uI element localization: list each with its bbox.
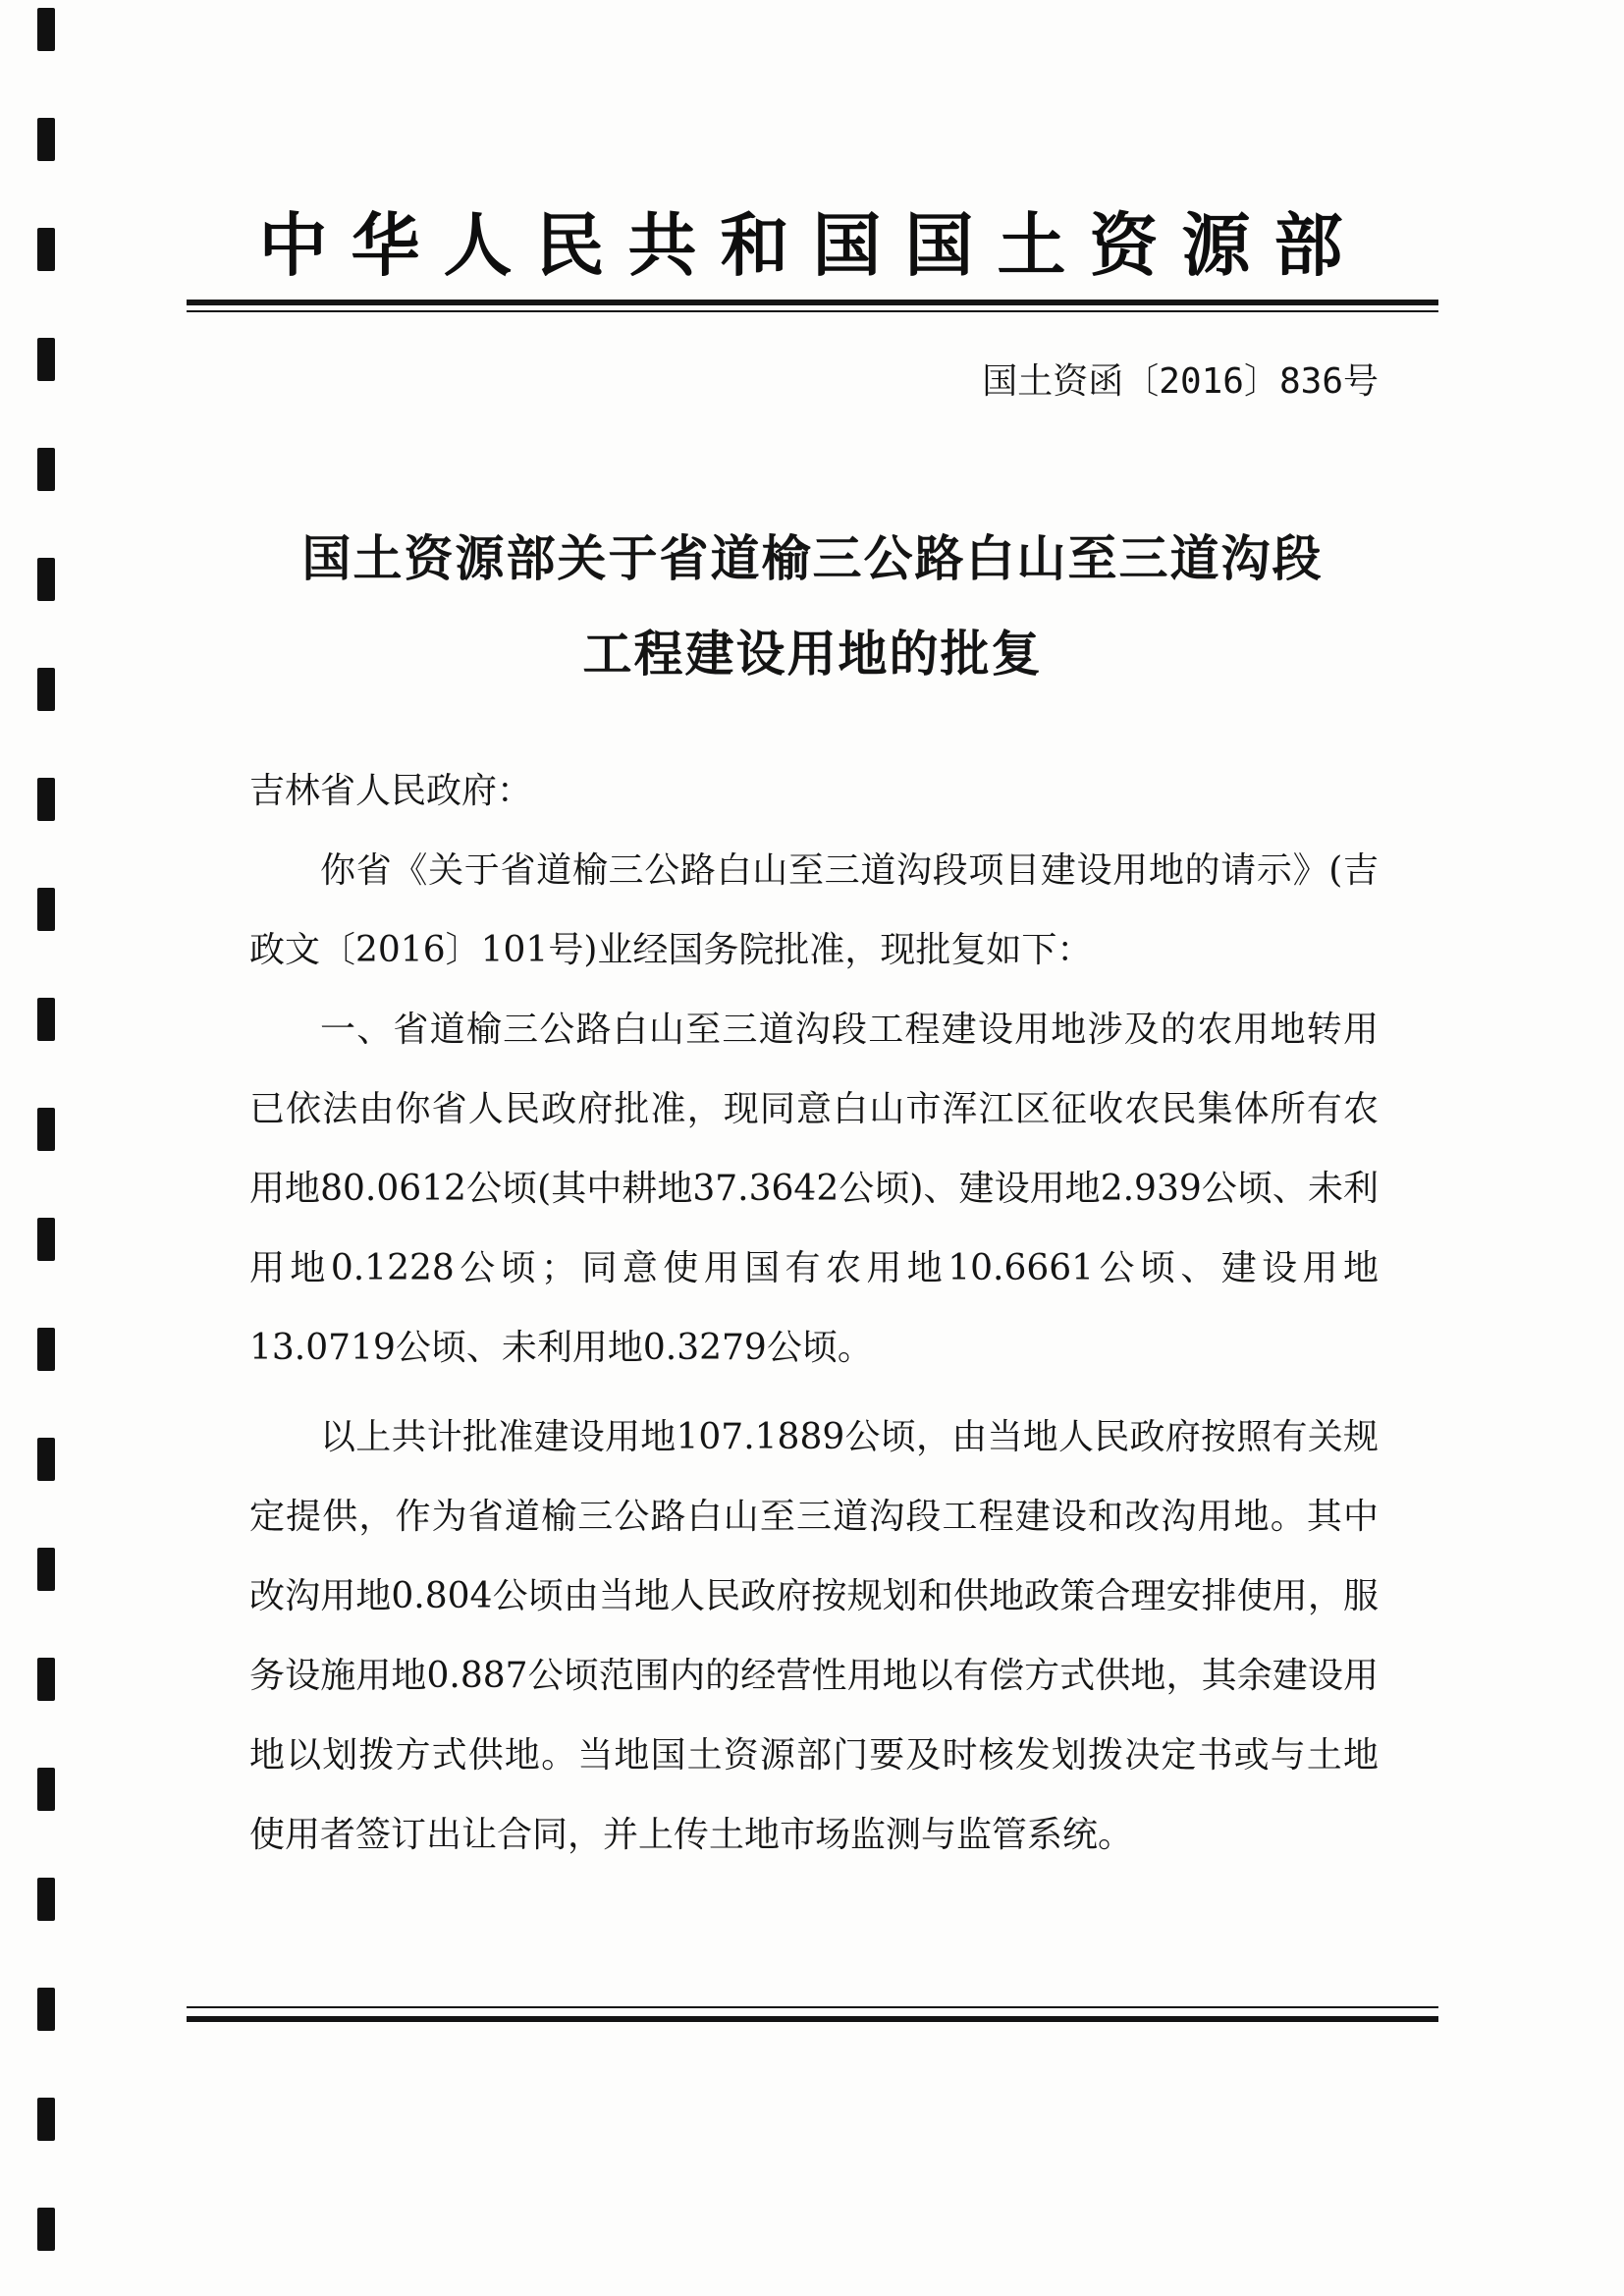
binding-mark: [37, 2098, 55, 2141]
binding-mark: [37, 1328, 55, 1371]
binding-marks: [37, 0, 57, 2296]
footer-rule-thin: [187, 2006, 1438, 2008]
binding-mark: [37, 338, 55, 381]
binding-mark: [37, 448, 55, 491]
binding-mark: [37, 558, 55, 601]
binding-mark: [37, 1878, 55, 1921]
document-title-line-2: 工程建设用地的批复: [582, 626, 1043, 683]
binding-mark: [37, 778, 55, 821]
letterhead-rule-thin: [187, 310, 1438, 312]
document-title-line-1: 国土资源部关于省道榆三公路白山至三道沟段: [301, 530, 1324, 587]
binding-mark: [37, 2208, 55, 2251]
body-paragraph-item-1: 一、省道榆三公路白山至三道沟段工程建设用地涉及的农用地转用已依法由你省人民政府批准，现同意白山市浑江区征收农民集体所有农用地80.0612公顷(其中耕地37.3642公顷)、建设用地2.939公顷、未利用地0.1228公顷；同意使用国有农用地10.6661公顷、建设用地13.0719公顷、未利用地0.3279公顷。: [249, 1010, 1379, 1368]
binding-mark: [37, 1218, 55, 1261]
binding-mark: [37, 1988, 55, 2031]
binding-mark: [37, 118, 55, 161]
binding-mark: [37, 228, 55, 271]
letterhead-rule-thick: [187, 300, 1438, 305]
binding-mark: [37, 1438, 55, 1481]
document-body: [249, 751, 1379, 1875]
footer-rule-thick: [187, 2016, 1438, 2022]
binding-mark: [37, 668, 55, 711]
addressee: 吉林省人民政府：: [249, 771, 533, 811]
document-number: 国土资函〔2016〕836号: [982, 361, 1379, 402]
binding-mark: [37, 888, 55, 931]
body-paragraph-summary: 以上共计批准建设用地107.1889公顷，由当地人民政府按照有关规定提供，作为省道榆三公路白山至三道沟段工程建设和改沟用地。其中改沟用地0.804公顷由当地人民政府按规划和供地政策合理安排使用，服务设施用地0.887公顷范围内的经营性用地以有偿方式供地，其余建设用地以划拨方式供地。当地国土资源部门要及时核发划拨决定书或与土地使用者签订出让合同，并上传土地市场监测与监管系统。: [249, 1417, 1379, 1855]
binding-mark: [37, 1548, 55, 1591]
binding-mark: [37, 8, 55, 51]
binding-mark: [37, 1108, 55, 1151]
binding-mark: [37, 1768, 55, 1811]
binding-mark: [37, 1658, 55, 1701]
body-paragraph-intro: 你省《关于省道榆三公路白山至三道沟段项目建设用地的请示》(吉政文〔2016〕101号)业经国务院批准，现批复如下：: [249, 850, 1379, 970]
binding-mark: [37, 998, 55, 1041]
letterhead-org-name: 中华人民共和国国土资源部: [258, 205, 1367, 286]
